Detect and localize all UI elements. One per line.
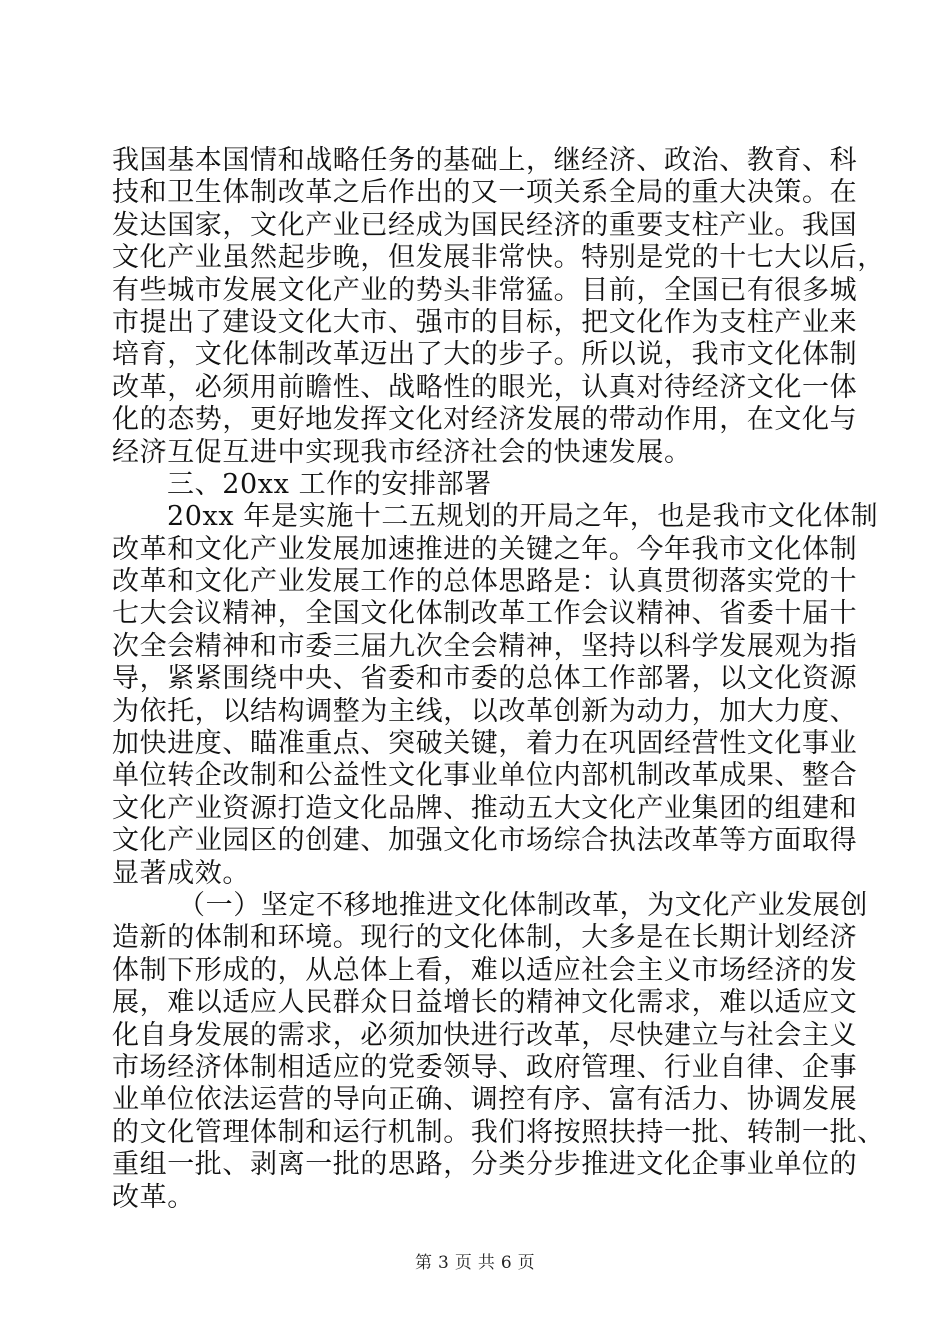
text-line: 我国基本国情和战略任务的基础上，继经济、政治、教育、科: [112, 145, 858, 176]
text-line: 改革，必须用前瞻性、战略性的眼光，认真对待经济文化一体: [112, 371, 858, 403]
body-text: [112, 145, 885, 1214]
text-line: 重组一批、剥离一批的思路，分类分步推进文化企事业单位的: [112, 1149, 858, 1181]
text-line: 改革。: [112, 1181, 195, 1213]
text-line: 加快进度、瞄准重点、突破关键，着力在巩固经营性文化事业: [112, 728, 858, 760]
text-line: 导，紧紧围绕中央、省委和市委的总体工作部署，以文化资源: [112, 663, 858, 695]
text-line: 经济互促互进中实现我市经济社会的快速发展。: [112, 436, 692, 468]
text-line: 发达国家，文化产业已经成为国民经济的重要支柱产业。我国: [112, 209, 858, 241]
page-number-footer: 第 3 页 共 6 页: [415, 1253, 535, 1273]
text-line: （一）坚定不移地推进文化体制改革，为文化产业发展创: [178, 889, 868, 921]
text-line: 业单位依法运营的导向正确、调控有序、富有活力、协调发展: [112, 1084, 858, 1116]
section-heading: 三、20xx 工作的安排部署: [167, 468, 492, 500]
text-line: 化自身发展的需求，必须加快进行改革，尽快建立与社会主义: [112, 1019, 858, 1051]
text-line: 次全会精神和市委三届九次全会精神，坚持以科学发展观为指: [112, 630, 858, 662]
text-line: 市提出了建设文化大市、强市的目标，把文化作为支柱产业来: [112, 306, 858, 338]
text-line: 市场经济体制相适应的党委领导、政府管理、行业自律、企事: [112, 1051, 858, 1083]
text-line: 20xx 年是实施十二五规划的开局之年，也是我市文化体制: [167, 501, 879, 533]
text-line: 七大会议精神，全国文化体制改革工作会议精神、省委十届十: [112, 598, 858, 630]
text-line: 文化产业虽然起步晚，但发展非常快。特别是党的十七大以后，: [112, 242, 885, 274]
text-line: 展，难以适应人民群众日益增长的精神文化需求，难以适应文: [112, 987, 858, 1019]
text-line: 改革和文化产业发展加速推进的关键之年。今年我市文化体制: [112, 533, 858, 565]
text-line: 体制下形成的，从总体上看，难以适应社会主义市场经济的发: [112, 954, 858, 986]
text-line: 化的态势，更好地发挥文化对经济发展的带动作用，在文化与: [112, 404, 858, 436]
text-line: 技和卫生体制改革之后作出的又一项关系全局的重大决策。在: [112, 177, 858, 209]
text-line: 培育，文化体制改革迈出了大的步子。所以说，我市文化体制: [112, 339, 858, 371]
text-line: 文化产业园区的创建、加强文化市场综合执法改革等方面取得: [112, 825, 858, 857]
text-line: 改革和文化产业发展工作的总体思路是：认真贯彻落实党的十: [112, 566, 858, 598]
text-line: 造新的体制和环境。现行的文化体制，大多是在长期计划经济: [112, 922, 858, 954]
text-line: 的文化管理体制和运行机制。我们将按照扶持一批、转制一批、: [112, 1116, 885, 1148]
text-line: 为依托，以结构调整为主线，以改革创新为动力，加大力度、: [112, 695, 858, 727]
text-line: 单位转企改制和公益性文化事业单位内部机制改革成果、整合: [112, 760, 858, 792]
text-line: 有些城市发展文化产业的势头非常猛。目前，全国已有很多城: [112, 274, 858, 306]
text-line: 文化产业资源打造文化品牌、推动五大文化产业集团的组建和: [112, 792, 858, 824]
text-line: 显著成效。: [112, 857, 250, 889]
